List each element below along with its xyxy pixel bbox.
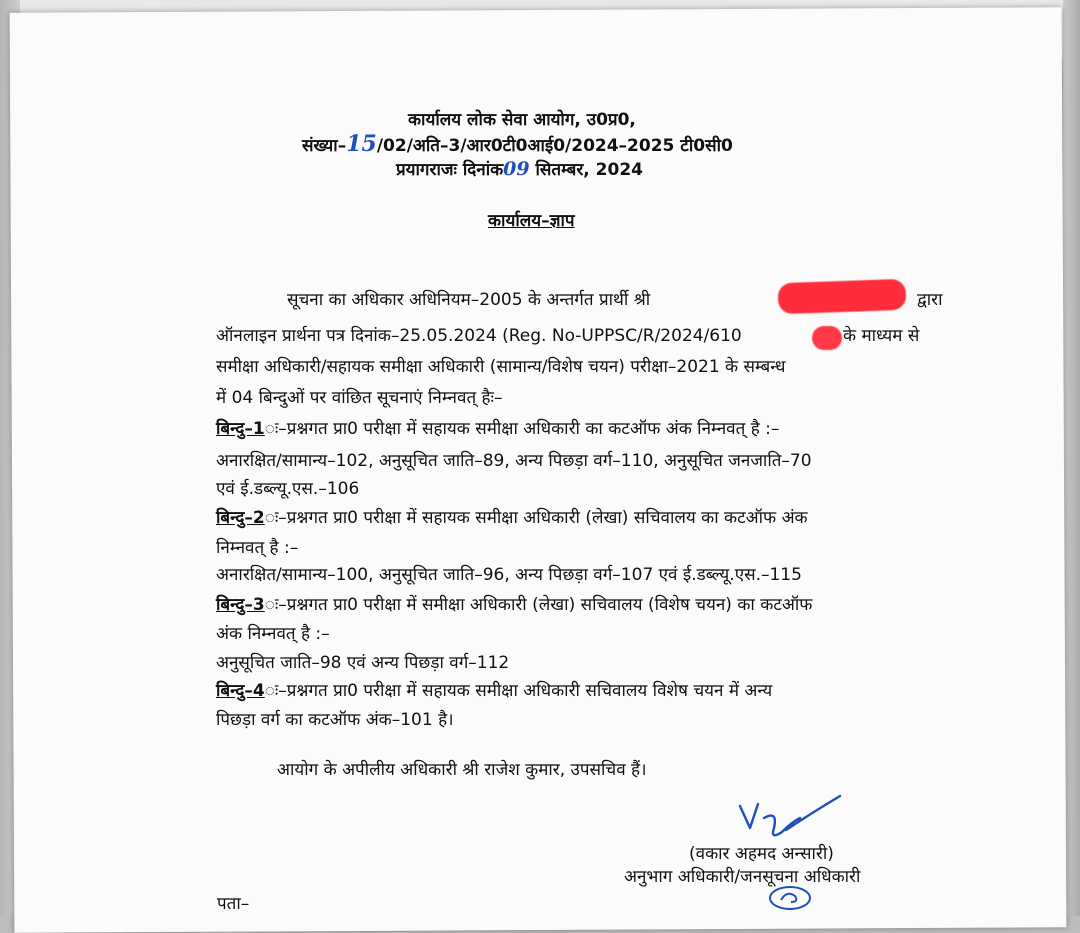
- point2-values: अनारक्षित/सामान्य–100, अनुसूचित जाति–96, अन्य पिछड़ा वर्ग–107 एवं ई.डब्ल्यू.एस.–115: [216, 565, 802, 585]
- office-header: कार्यालय लोक सेवा आयोग, उ0प्र0,: [408, 110, 636, 130]
- redaction-mark: [777, 279, 906, 314]
- memo-title: कार्यालय–ज्ञाप: [488, 211, 575, 231]
- point2-label: बिन्दु–2: [216, 508, 265, 528]
- initial-stamp: [765, 880, 815, 912]
- issue-date: [396, 158, 643, 181]
- point2-heading: [216, 507, 808, 529]
- point1-values-line2: एवं ई.डब्ल्यू.एस.–106: [216, 479, 360, 499]
- para1-line3: समीक्षा अधिकारी/सहायक समीक्षा अधिकारी (सामान्य/विशेष चयन) परीक्षा–2021 के सम्बन्ध: [216, 357, 786, 377]
- point3-label: बिन्दु–3: [216, 595, 265, 615]
- handwritten-signature: [730, 788, 850, 848]
- point3-text-line2: अंक निम्नवत् है :–: [216, 624, 330, 644]
- point1-label: बिन्दु–1: [216, 419, 265, 439]
- point4-label: बिन्दु–4: [216, 681, 265, 701]
- reference-prefix: संख्या–: [302, 136, 347, 156]
- signatory-name: (वकार अहमद अन्सारी): [689, 844, 834, 864]
- redaction-mark-2: [812, 326, 842, 350]
- point3-heading: [216, 594, 812, 616]
- date-suffix: सितम्बर, 2024: [535, 160, 643, 180]
- para1-line2-start: ऑनलाइन प्रार्थना पत्र दिनांक–25.05.2024 (Reg. No-UPPSC/R/2024/610: [216, 326, 742, 346]
- address-label: पता–: [217, 894, 250, 914]
- reference-suffix: /02/अति–3/आर0टी0आई0/2024–2025 टी0सी0: [376, 136, 733, 156]
- point4-text-line2: पिछड़ा वर्ग का कटऑफ अंक–101 है।: [216, 710, 454, 730]
- date-prefix: प्रयागराजः दिनांक: [396, 160, 504, 180]
- point1-text: ः–प्रश्नगत प्रा0 परीक्षा में सहायक समीक्षा अधिकारी का कटऑफ अंक निम्नवत् है :–: [264, 419, 780, 439]
- signatory-designation: अनुभाग अधिकारी/जनसूचना अधिकारी: [624, 867, 861, 887]
- point4-text: ः–प्रश्नगत प्रा0 परीक्षा में सहायक समीक्षा अधिकारी सचिवालय विशेष चयन में अन्य: [264, 681, 773, 701]
- point1-heading: [216, 418, 779, 440]
- para1-line1-start: सूचना का अधिकार अधिनियम–2005 के अन्तर्गत प्रार्थी श्री: [287, 290, 651, 310]
- para1-line4: में 04 बिन्दुओं पर वांछित सूचनाएं निम्नवत् हैः–: [216, 388, 503, 408]
- point2-text: ः–प्रश्नगत प्रा0 परीक्षा में सहायक समीक्षा अधिकारी (लेखा) सचिवालय का कटऑफ अंक: [264, 508, 808, 528]
- point4-heading: [216, 680, 772, 702]
- para1-line1-end: द्वारा: [917, 290, 943, 310]
- point2-text-line2: निम्नवत् है :–: [216, 538, 299, 558]
- para1-line2-end: के माध्यम से: [843, 326, 920, 346]
- appellate-authority-note: आयोग के अपीलीय अधिकारी श्री राजेश कुमार, उपसचिव हैं।: [277, 760, 647, 780]
- reference-handwritten-number: 15: [346, 131, 377, 157]
- point3-text: ः–प्रश्नगत प्रा0 परीक्षा में समीक्षा अधिकारी (लेखा) सचिवालय (विशेष चयन) का कटऑफ: [264, 595, 813, 615]
- point1-values-line1: अनारक्षित/सामान्य–102, अनुसूचित जाति–89, अन्य पिछड़ा वर्ग–110, अनुसूचित जनजाति–70: [216, 451, 812, 471]
- date-handwritten-day: 09: [503, 158, 530, 180]
- point3-values: अनुसूचित जाति–98 एवं अन्य पिछड़ा वर्ग–112: [216, 653, 510, 673]
- reference-number: [302, 133, 733, 157]
